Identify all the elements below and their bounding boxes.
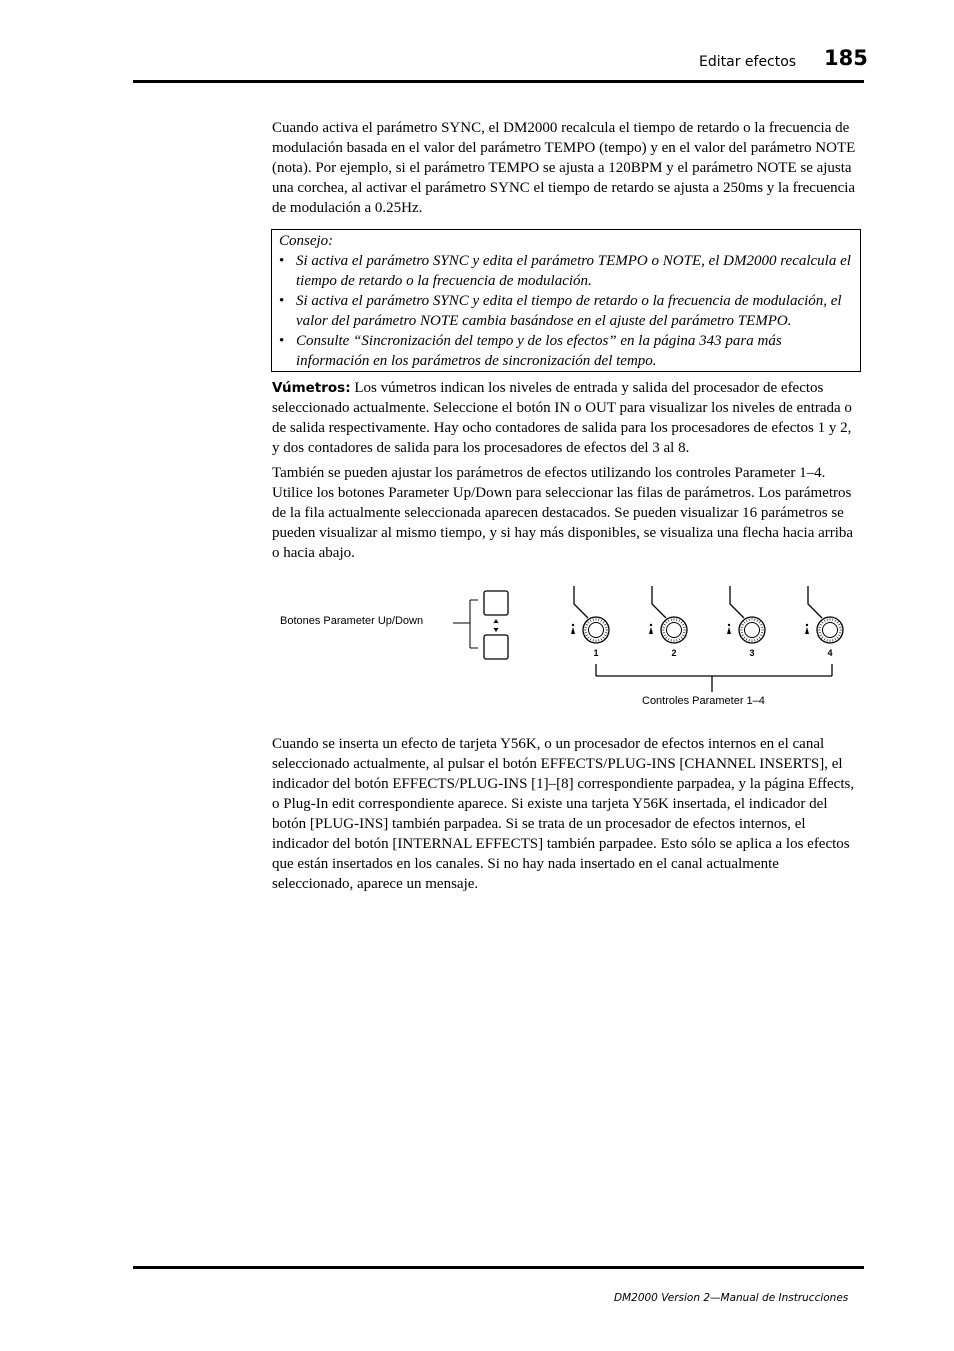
parameter-knobs	[571, 586, 843, 658]
page-number: 185	[824, 46, 868, 70]
meters-paragraph	[272, 378, 862, 458]
up-down-arrows-icon	[494, 619, 499, 632]
buttons-bracket	[453, 600, 478, 648]
figure-drawing	[270, 580, 870, 720]
controls-bracket	[596, 664, 832, 692]
parameter-knob-icon	[727, 586, 765, 658]
tip-item-text: Si activa el parámetro SYNC y edita el parámetro TEMPO o NOTE, el DM2000 recalcula el tiempo de retardo o la frecuencia de modulación.	[296, 253, 851, 289]
buttons-caption: Botones Parameter Up/Down	[280, 615, 424, 627]
bullet-icon: •	[279, 293, 285, 309]
running-header-title: Editar efectos	[699, 54, 797, 70]
knob-number-label: 3	[749, 648, 755, 658]
tip-item	[279, 291, 857, 331]
tip-box	[271, 229, 861, 372]
tip-item-text: Si activa el parámetro SYNC y edita el tiempo de retardo o la frecuencia de modulación, el valor del parámetro NOTE cambia basándose en el ajuste del parámetro TEMPO.	[296, 293, 842, 329]
footer-rule	[133, 1266, 864, 1269]
footer-title: DM2000 Version 2—Manual de Instrucciones	[614, 1292, 849, 1304]
controls-caption: Controles Parameter 1–4	[642, 695, 765, 707]
body-paragraph-inserts: Cuando se inserta un efecto de tarjeta Y56K, o un procesador de efectos internos en el canal seleccionado actualmente, al pulsar el botón EFFECTS/PLUG-INS [CHANNEL INSERTS], el indicador del botón EFFECTS/PLUG-INS [1]–[8] correspondiente parpadea, y la página Effects, o Plug-In edit correspondiente aparece. Si existe una tarjeta Y56K insertada, el indicador del botón [PLUG-INS] también parpadea. Si se trata de un procesador de efectos internos, el indicador del botón [INTERNAL EFFECTS] también parpadee. Esto sólo se aplica a los efectos que están insertados en los canales. Si no hay nada insertado en el canal actualmente seleccionado, aparece un mensaje.	[272, 736, 855, 892]
knob-number-label: 4	[827, 648, 833, 658]
parameter-knob-icon	[805, 586, 843, 658]
tip-title: Consejo:	[279, 233, 334, 249]
body-paragraph-parameter-controls: También se pueden ajustar los parámetros de efectos utilizando los controles Parameter 1–4. Utilice los botones Parameter Up/Down para seleccionar las filas de parámetros. Los parámetros de la fila actualmente seleccionada aparecen destacados. Se pueden visualizar 16 parámetros se pueden visualizar al mismo tiempo, y si hay más disponibles, se visualiza una flecha hacia arriba o hacia abajo.	[272, 465, 854, 561]
tip-item-text: Consulte “Sincronización del tempo y de los efectos” en la página 343 para más información en los parámetros de sincronización del tempo.	[296, 333, 782, 369]
knob-number-label: 1	[593, 648, 599, 658]
bullet-icon: •	[279, 333, 285, 349]
bullet-icon: •	[279, 253, 285, 269]
parameter-down-button	[484, 635, 508, 659]
parameter-up-button	[484, 591, 508, 615]
parameter-knob-icon	[571, 586, 609, 658]
tip-item	[279, 331, 857, 371]
tip-item	[279, 251, 857, 291]
header-rule	[133, 80, 864, 83]
body-paragraph-sync: Cuando activa el parámetro SYNC, el DM2000 recalcula el tiempo de retardo o la frecuencia de modulación basada en el valor del parámetro TEMPO (tempo) y en el valor del parámetro NOTE (nota). Por ejemplo, si el parámetro TEMPO se ajusta a 120BPM y el parámetro NOTE se ajusta una corchea, al activar el parámetro SYNC el tiempo de retardo se ajusta a 250ms y la frecuencia de modulación a 0.25Hz.	[272, 120, 856, 216]
tip-list	[279, 251, 857, 371]
knob-number-label: 2	[671, 648, 677, 658]
parameter-knob-icon	[649, 586, 687, 658]
meters-text: Los vúmetros indican los niveles de entrada y salida del procesador de efectos seleccionado actualmente. Seleccione el botón IN o OUT para visualizar los niveles de entrada o de salida respectivamente. Hay ocho contadores de salida para los procesadores de efectos 1 y 2, y dos contadores de salida para los procesadores de efectos del 3 al 8.	[272, 380, 852, 456]
parameter-controls-figure	[270, 580, 870, 720]
meters-label: Vúmetros:	[272, 380, 351, 396]
